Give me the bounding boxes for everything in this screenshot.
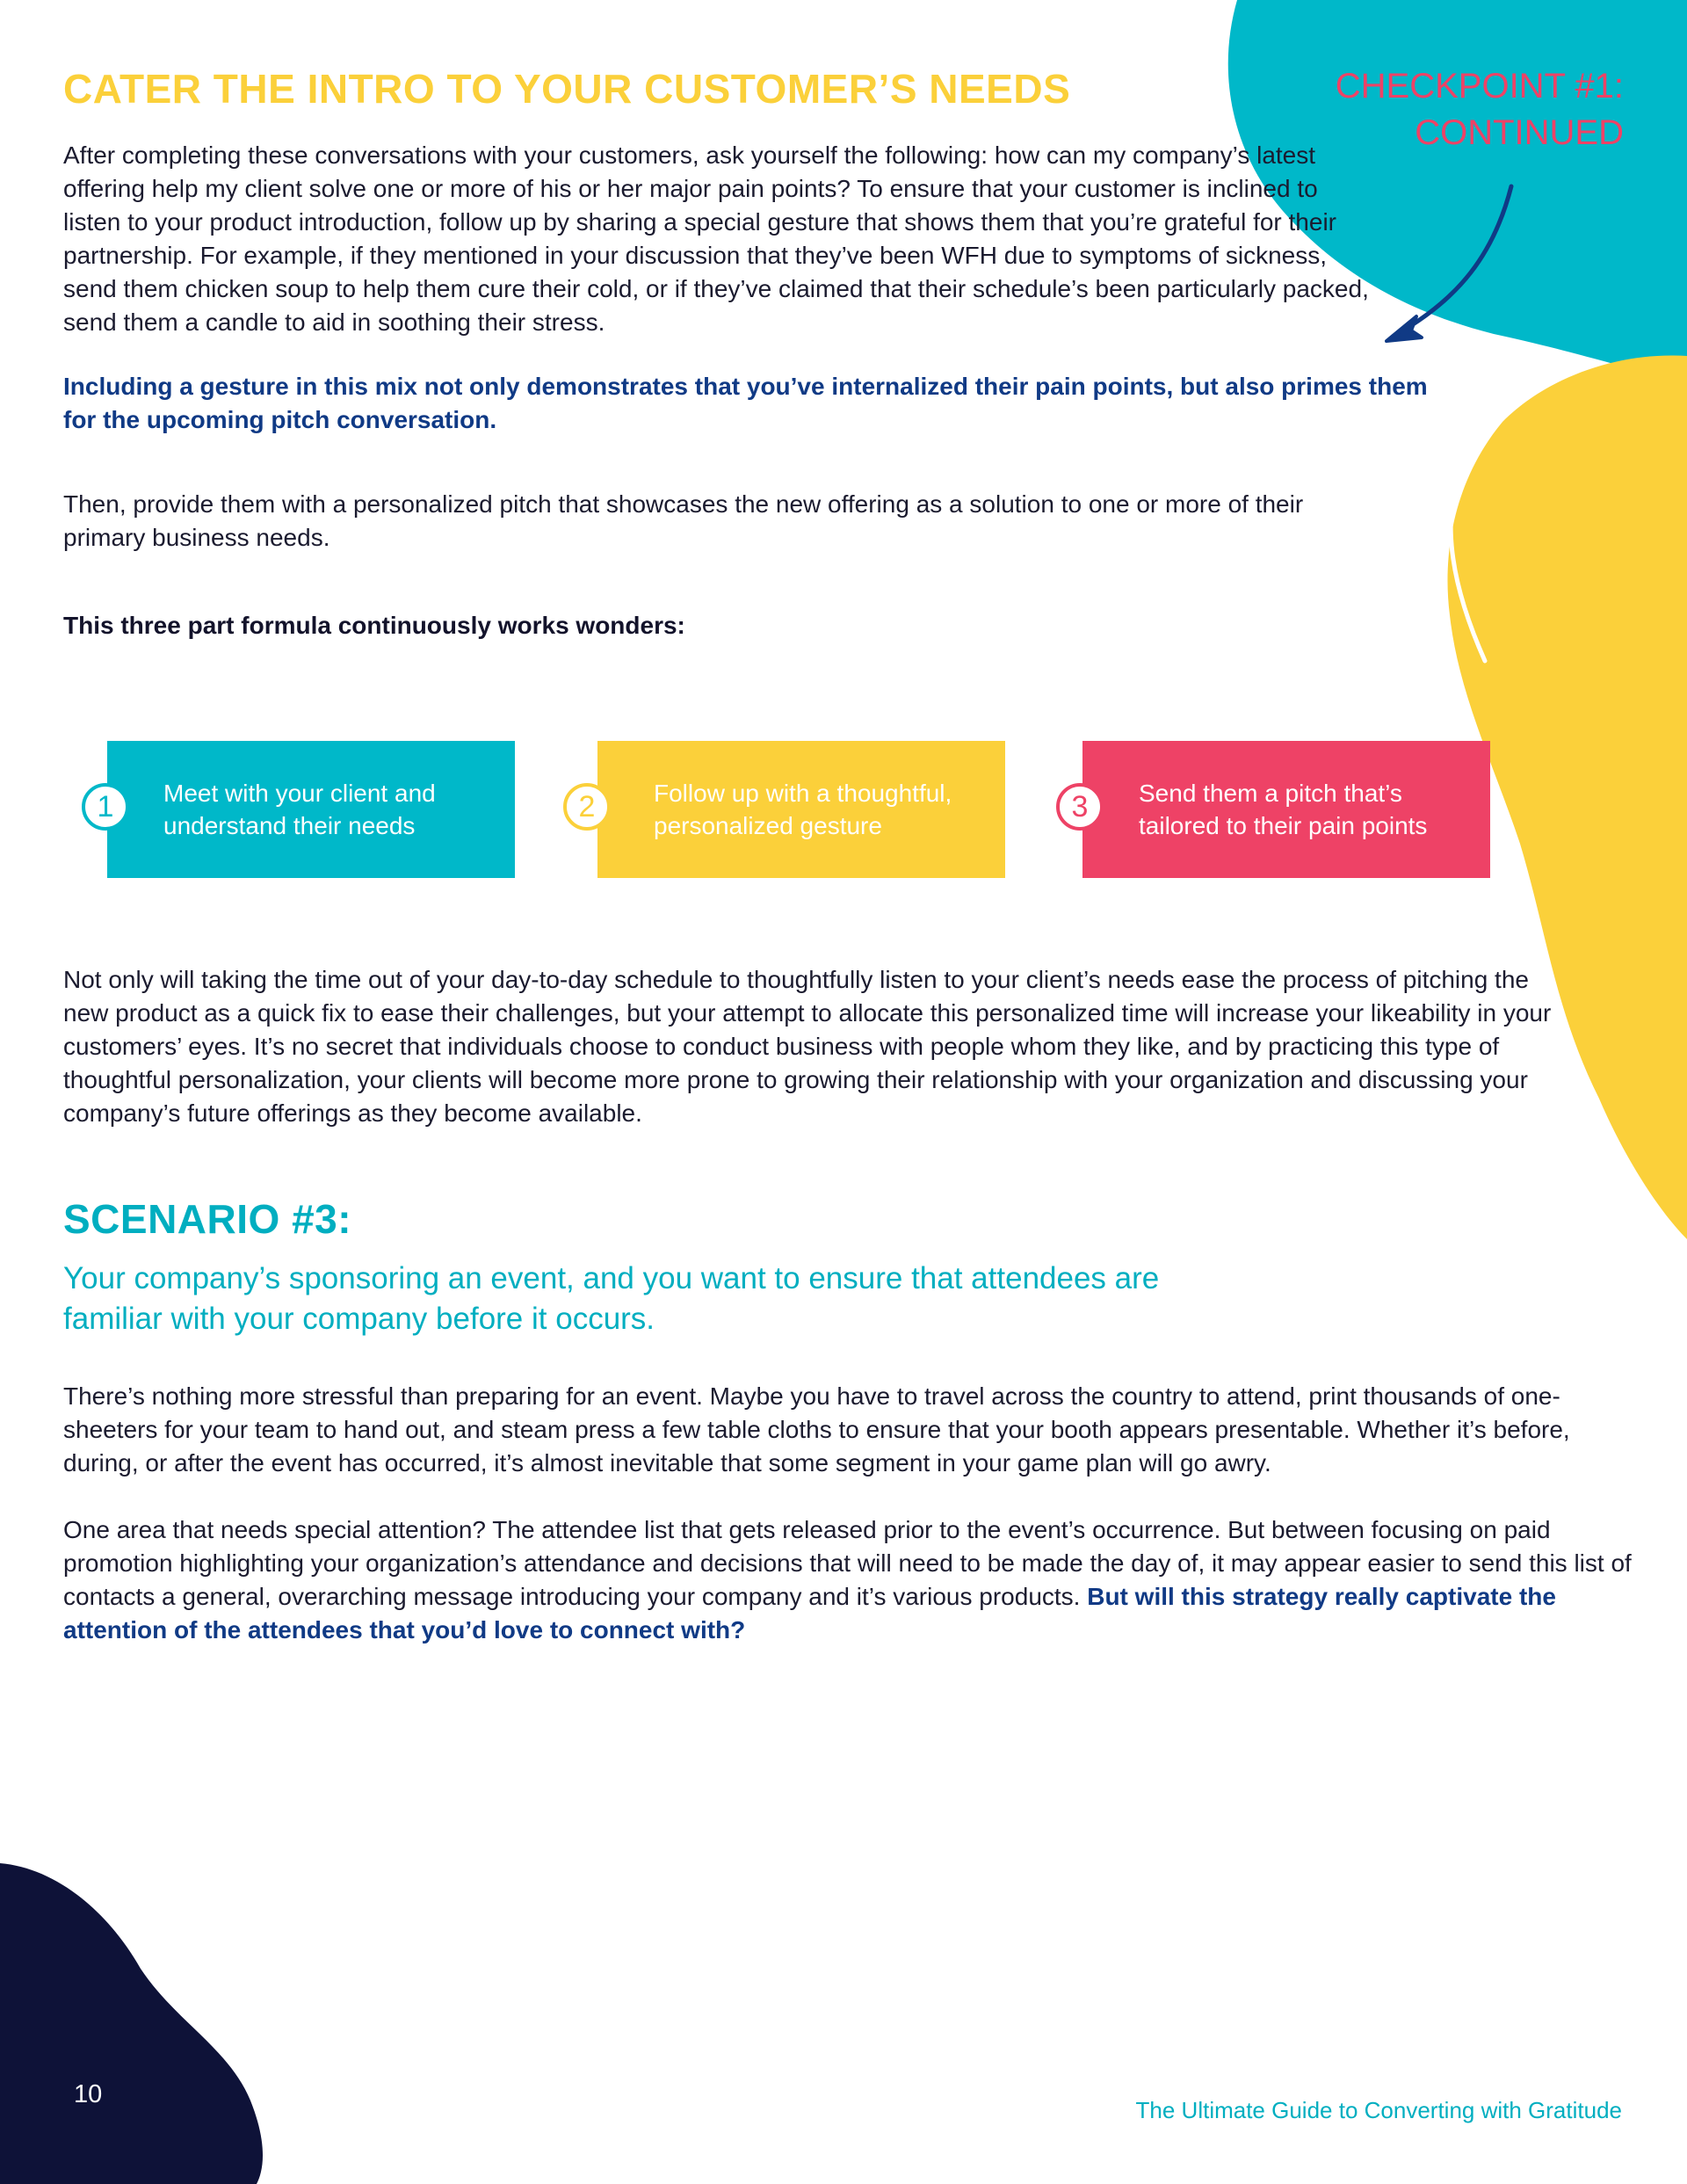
checkpoint-line-1: CHECKPOINT #1: xyxy=(1335,67,1624,105)
step-card-3 xyxy=(1082,741,1490,878)
highlight-paragraph: Including a gesture in this mix not only demonstrates that you’ve internalized their pain points, but also primes them for the upcoming pitch conversation. xyxy=(63,373,1428,433)
scenario-paragraph-1: There’s nothing more stressful than preparing for an event. Maybe you have to travel across the country to attend, print thousands of one-sheeters for your team to hand out, and steam press a few table cloths to ensure that your booth appears presentable. Whether it’s before, during, or after the event has occurred, it’s almost inevitable that some segment in your game plan will go awry. xyxy=(63,1382,1570,1477)
intro-paragraph: After completing these conversations with your customers, ask yourself the following: how can my company’s latest offering help my client solve one or more of his or her major pain points? To ensure that your customer is inclined to listen to your product introduction, follow up by sharing a special gesture that shows them that you’re grateful for their partnership. For example, if they mentioned in your discussion that they’ve been WFH due to symptoms of sickness, send them chicken soup to help them cure their cold, or if they’ve claimed that their schedule’s been particularly packed, send them a candle to aid in soothing their stress. xyxy=(63,141,1369,336)
formula-heading: This three part formula continuously works wonders: xyxy=(63,612,685,639)
step-3-line-2: tailored to their pain points xyxy=(1139,812,1428,839)
scenario-paragraph-2 xyxy=(63,1513,1636,1647)
step-2-number-badge: 2 xyxy=(563,783,611,831)
step-3-line-1: Send them a pitch that’s xyxy=(1139,780,1402,807)
step-1-line-1: Meet with your client and xyxy=(163,780,436,807)
section-heading: CATER THE INTRO TO YOUR CUSTOMER’S NEEDS xyxy=(63,66,1071,112)
page-number: 10 xyxy=(74,2080,103,2108)
checkpoint-line-2: CONTINUED xyxy=(1415,113,1624,152)
closing-paragraph: Not only will taking the time out of your day-to-day schedule to thoughtfully listen to your client’s needs ease the process of pitching the new product as a quick fix to ease their challenges, but your attempt to allocate this personalized time will increase your likeability in your customers’ eyes. It’s no secret that individuals choose to conduct business with people whom they like, and by practicing this type of thoughtful personalization, your clients will become more prone to growing their relationship with your organization and discussing your company’s future offerings as they become available. xyxy=(63,966,1552,1127)
scenario-paragraph-2-text: One area that needs special attention? The attendee list that gets released prior to the event’s occurrence. But between focusing on paid promotion highlighting your organization’s attendance and decisions that will need to be made the day of, it may appear easier to send this list of contacts a general, overarching message introducing your company and it’s various products. xyxy=(63,1516,1632,1610)
step-1-number-badge: 1 xyxy=(82,783,129,831)
step-card-1 xyxy=(107,741,515,878)
navy-blob xyxy=(0,1863,263,2184)
scenario-paragraph-2-bold: But will this strategy really captivate the attention of the attendees that you’d love to connect with? xyxy=(63,1583,1556,1643)
step-card-2 xyxy=(597,741,1005,878)
step-3-number-badge: 3 xyxy=(1056,783,1104,831)
pitch-paragraph: Then, provide them with a personalized pitch that showcases the new offering as a solution to one or more of their primary business needs. xyxy=(63,490,1304,551)
arrow-head xyxy=(1387,316,1422,341)
footer-guide-title: The Ultimate Guide to Converting with Gratitude xyxy=(1135,2097,1622,2123)
scenario-heading: SCENARIO #3: xyxy=(63,1196,352,1242)
scenario-subtitle: Your company’s sponsoring an event, and you want to ensure that attendees are familiar with your company before it occurs. xyxy=(63,1261,1160,1336)
step-2-line-2: personalized gesture xyxy=(654,812,882,839)
step-2-line-1: Follow up with a thoughtful, xyxy=(654,780,952,807)
step-1-line-2: understand their needs xyxy=(163,812,416,839)
